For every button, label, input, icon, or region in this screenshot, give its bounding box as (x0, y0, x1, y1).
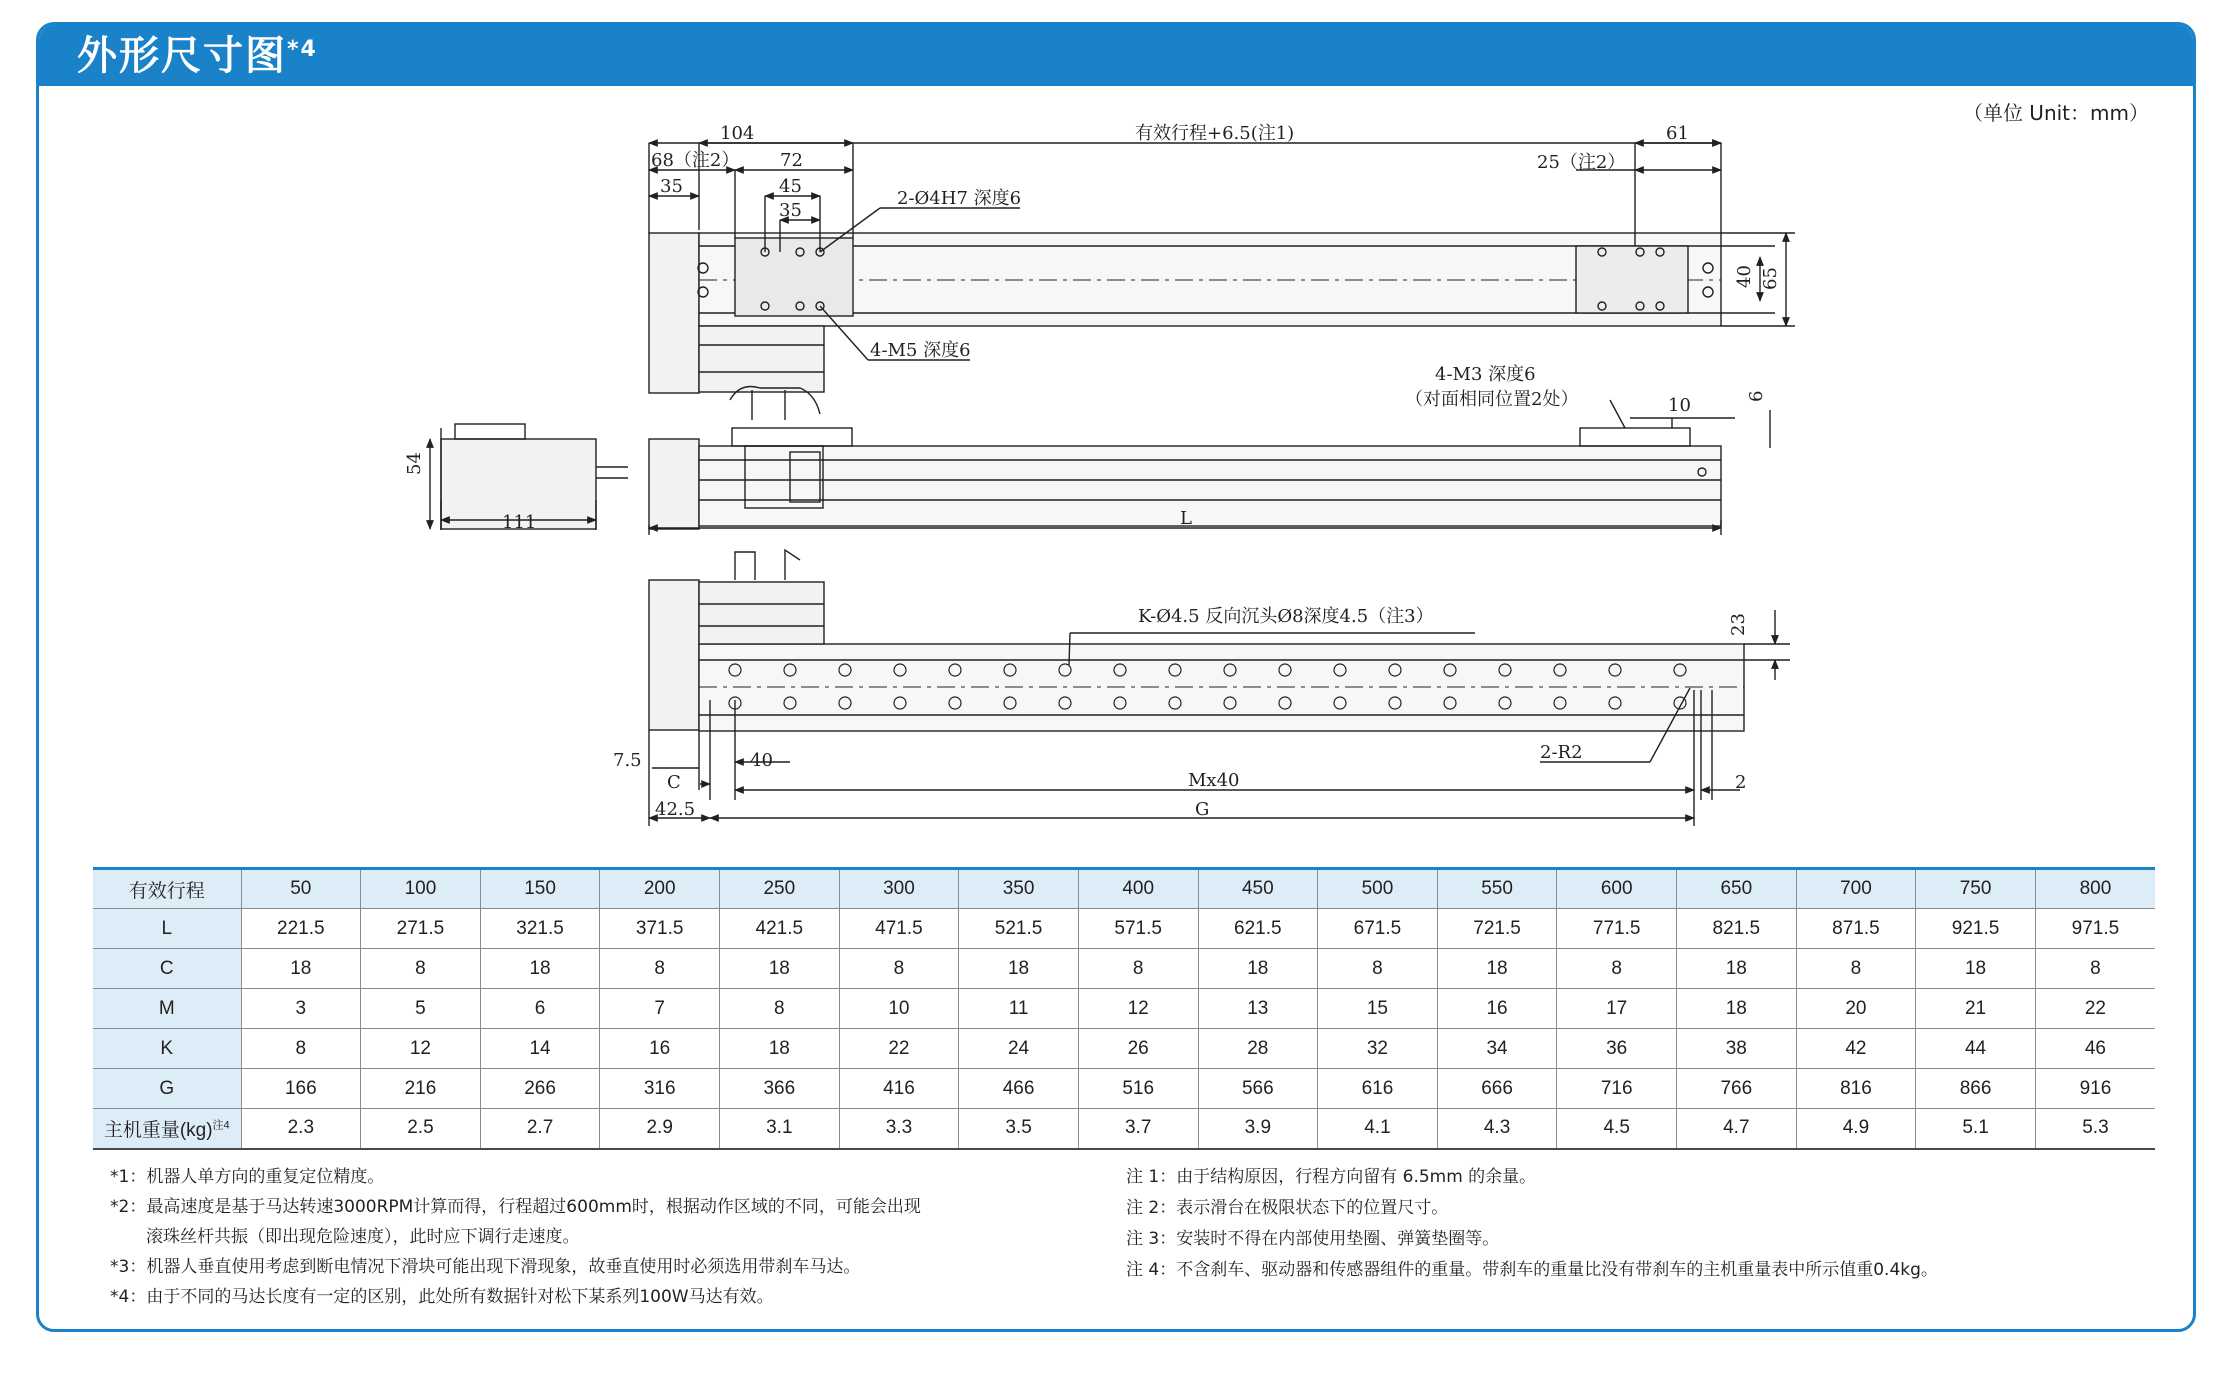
table-cell: 28 (1198, 1029, 1318, 1069)
note-2: 注 2：表示滑台在极限状态下的位置尺寸。 (1126, 1198, 1449, 1218)
spec-table-wrap (93, 867, 2155, 1150)
table-cell: 8 (720, 989, 840, 1029)
dim-10: 10 (1668, 395, 1691, 416)
dim-42-5: 42.5 (655, 799, 696, 820)
table-cell: 4.3 (1437, 1109, 1557, 1149)
stroke-cell: 200 (600, 869, 720, 909)
table-cell: 316 (600, 1069, 720, 1109)
dim-65: 65 (1760, 267, 1781, 290)
table-cell: 32 (1318, 1029, 1438, 1069)
dim-40b: 40 (750, 750, 773, 771)
table-cell: 4.5 (1557, 1109, 1677, 1149)
stroke-cell: 350 (959, 869, 1079, 909)
table-cell: 6 (480, 989, 600, 1029)
table-cell: 8 (1318, 949, 1438, 989)
table-cell: 18 (1916, 949, 2036, 989)
row-label: 有效行程 (93, 869, 241, 909)
table-cell: 38 (1677, 1029, 1797, 1069)
note-star-2: *2：最高速度是基于马达转速3000RPM计算而得，行程超过600mm时，根据动作区域的不同，可能会出现 (110, 1197, 921, 1217)
table-row (93, 949, 2155, 989)
table-cell: 14 (480, 1029, 600, 1069)
table-cell: 8 (1796, 949, 1916, 989)
dim-7-5: 7.5 (613, 750, 642, 771)
table-cell: 18 (480, 949, 600, 989)
row-label: G (93, 1069, 241, 1109)
table-cell: 24 (959, 1029, 1079, 1069)
table-cell: 3.5 (959, 1109, 1079, 1149)
table-cell: 271.5 (361, 909, 481, 949)
m3-note: （对面相同位置2处） (1405, 389, 1579, 410)
notes-right (1126, 1162, 2186, 1286)
table-cell: 466 (959, 1069, 1079, 1109)
title-superscript: *4 (287, 37, 318, 62)
table-cell: 18 (720, 1029, 840, 1069)
table-cell: 3.9 (1198, 1109, 1318, 1149)
table-cell: 266 (480, 1069, 600, 1109)
table-cell: 2.3 (241, 1109, 361, 1149)
table-cell: 371.5 (600, 909, 720, 949)
dim-45: 45 (779, 176, 802, 197)
table-cell: 616 (1318, 1069, 1438, 1109)
table-cell: 216 (361, 1069, 481, 1109)
dim-111: 111 (502, 512, 537, 533)
table-cell: 5.1 (1916, 1109, 2036, 1149)
table-cell: 3.3 (839, 1109, 959, 1149)
stroke-cell: 700 (1796, 869, 1916, 909)
stroke-cell: 500 (1318, 869, 1438, 909)
table-cell: 22 (2035, 989, 2155, 1029)
table-cell: 12 (361, 1029, 481, 1069)
table-cell: 716 (1557, 1069, 1677, 1109)
table-header-row (93, 869, 2155, 909)
table-cell: 10 (839, 989, 959, 1029)
table-cell: 816 (1796, 1069, 1916, 1109)
dim-25: 25（注2） (1537, 152, 1626, 173)
table-cell: 18 (720, 949, 840, 989)
page-title: 外形尺寸图$^{*4}$ (77, 33, 318, 79)
table-cell: 416 (839, 1069, 959, 1109)
table-cell: 366 (720, 1069, 840, 1109)
table-cell: 866 (1916, 1069, 2036, 1109)
table-cell: 5 (361, 989, 481, 1029)
table-cell: 3 (241, 989, 361, 1029)
table-cell: 2.7 (480, 1109, 600, 1149)
table-cell: 18 (959, 949, 1079, 989)
table-cell: 4.9 (1796, 1109, 1916, 1149)
note-star-4: *4：由于不同的马达长度有一定的区别，此处所有数据针对松下某系列100W马达有效。 (110, 1287, 774, 1307)
table-row (93, 989, 2155, 1029)
table-cell: 571.5 (1078, 909, 1198, 949)
table-cell: 516 (1078, 1069, 1198, 1109)
weight-label: 主机重量(kg) (103, 1119, 213, 1141)
table-cell: 721.5 (1437, 909, 1557, 949)
row-label: L (93, 909, 241, 949)
table-row (93, 909, 2155, 949)
table-cell: 26 (1078, 1029, 1198, 1069)
note-star-3: *3：机器人垂直使用考虑到断电情况下滑块可能出现下滑现象，故垂直使用时必须选用带刹车马达。 (110, 1257, 861, 1277)
stroke-cell: 650 (1677, 869, 1797, 909)
pin-hole-label: 2-Ø4H7 深度6 (897, 188, 1022, 209)
stroke-cell: 400 (1078, 869, 1198, 909)
dim-23: 23 (1728, 613, 1749, 636)
table-cell: 18 (1198, 949, 1318, 989)
table-cell: 621.5 (1198, 909, 1318, 949)
stroke-cell: 600 (1557, 869, 1677, 909)
table-cell: 221.5 (241, 909, 361, 949)
table-cell: 34 (1437, 1029, 1557, 1069)
table-cell: 666 (1437, 1069, 1557, 1109)
dim-72: 72 (780, 150, 803, 171)
r2-label: 2-R2 (1540, 742, 1583, 763)
stroke-cell: 150 (480, 869, 600, 909)
table-cell: 12 (1078, 989, 1198, 1029)
spec-table (93, 867, 2155, 1150)
row-label (93, 1109, 241, 1149)
m3-label: 4-M3 深度6 (1435, 364, 1536, 385)
table-cell: 4.7 (1677, 1109, 1797, 1149)
dim-G: G (1195, 799, 1210, 820)
note-4: 注 4：不含刹车、驱动器和传感器组件的重量。带刹车的重量比没有带刹车的主机重量表中所示值重0.4kg。 (1126, 1260, 1938, 1280)
table-cell: 17 (1557, 989, 1677, 1029)
table-cell: 8 (600, 949, 720, 989)
dim-6: 6 (1746, 390, 1767, 402)
table-cell: 11 (959, 989, 1079, 1029)
table-cell: 921.5 (1916, 909, 2036, 949)
dim-68: 68（注2） (651, 150, 740, 171)
dim-Mx40: Mx40 (1188, 770, 1240, 791)
weight-superscript: 注4 (212, 1119, 230, 1132)
table-cell: 8 (1557, 949, 1677, 989)
stroke-cell: 300 (839, 869, 959, 909)
table-cell: 166 (241, 1069, 361, 1109)
stroke-cell: 250 (720, 869, 840, 909)
note-star-2-cont: 滚珠丝杆共振（即出现危险速度），此时应下调行走速度。 (146, 1227, 580, 1247)
table-cell: 42 (1796, 1029, 1916, 1069)
table-cell: 2.9 (600, 1109, 720, 1149)
table-cell: 766 (1677, 1069, 1797, 1109)
table-cell: 8 (241, 1029, 361, 1069)
stroke-cell: 550 (1437, 869, 1557, 909)
table-row-weight (93, 1109, 2155, 1149)
dim-35a: 35 (660, 176, 683, 197)
table-cell: 321.5 (480, 909, 600, 949)
row-label: C (93, 949, 241, 989)
table-cell: 36 (1557, 1029, 1677, 1069)
table-cell: 3.1 (720, 1109, 840, 1149)
note-1: 注 1：由于结构原因，行程方向留有 6.5mm 的余量。 (1126, 1167, 1537, 1187)
table-cell: 3.7 (1078, 1109, 1198, 1149)
countersink-label: K-Ø4.5 反向沉头Ø8深度4.5（注3） (1138, 606, 1434, 627)
table-cell: 771.5 (1557, 909, 1677, 949)
table-cell: 46 (2035, 1029, 2155, 1069)
dim-L: L (1180, 508, 1192, 529)
dim-2: 2 (1735, 772, 1747, 793)
table-cell: 16 (1437, 989, 1557, 1029)
stroke-cell: 50 (241, 869, 361, 909)
table-cell: 21 (1916, 989, 2036, 1029)
dim-61: 61 (1666, 123, 1689, 144)
table-cell: 871.5 (1796, 909, 1916, 949)
row-label: K (93, 1029, 241, 1069)
table-cell: 421.5 (720, 909, 840, 949)
note-3: 注 3：安装时不得在内部使用垫圈、弹簧垫圈等。 (1126, 1229, 1500, 1249)
table-cell: 18 (1677, 949, 1797, 989)
table-cell: 821.5 (1677, 909, 1797, 949)
dim-40: 40 (1734, 265, 1755, 288)
dim-stroke: 有效行程+6.5(注1) (1135, 123, 1295, 144)
table-cell: 4.1 (1318, 1109, 1438, 1149)
table-cell: 566 (1198, 1069, 1318, 1109)
dim-C: C (667, 772, 681, 793)
table-cell: 16 (600, 1029, 720, 1069)
table-cell: 15 (1318, 989, 1438, 1029)
unit-label: （单位 Unit：mm） (1962, 101, 2149, 125)
table-cell: 8 (361, 949, 481, 989)
row-label: M (93, 989, 241, 1029)
table-cell: 5.3 (2035, 1109, 2155, 1149)
table-cell: 8 (839, 949, 959, 989)
table-row (93, 1029, 2155, 1069)
table-cell: 471.5 (839, 909, 959, 949)
note-star-1: *1：机器人单方向的重复定位精度。 (110, 1167, 385, 1187)
stroke-cell: 800 (2035, 869, 2155, 909)
table-cell: 971.5 (2035, 909, 2155, 949)
table-cell: 13 (1198, 989, 1318, 1029)
table-cell: 18 (241, 949, 361, 989)
table-cell: 20 (1796, 989, 1916, 1029)
table-cell: 7 (600, 989, 720, 1029)
table-row (93, 1069, 2155, 1109)
table-cell: 22 (839, 1029, 959, 1069)
table-cell: 916 (2035, 1069, 2155, 1109)
table-cell: 8 (1078, 949, 1198, 989)
table-cell: 671.5 (1318, 909, 1438, 949)
table-cell: 44 (1916, 1029, 2036, 1069)
stroke-cell: 100 (361, 869, 481, 909)
table-cell: 521.5 (959, 909, 1079, 949)
dim-104: 104 (720, 123, 755, 144)
dim-35b: 35 (779, 200, 802, 221)
stroke-cell: 450 (1198, 869, 1318, 909)
dim-54: 54 (404, 452, 425, 475)
table-cell: 18 (1437, 949, 1557, 989)
table-cell: 8 (2035, 949, 2155, 989)
stroke-cell: 750 (1916, 869, 2036, 909)
notes-left (110, 1162, 1110, 1312)
m5-label: 4-M5 深度6 (870, 340, 971, 361)
table-cell: 18 (1677, 989, 1797, 1029)
table-cell: 2.5 (361, 1109, 481, 1149)
